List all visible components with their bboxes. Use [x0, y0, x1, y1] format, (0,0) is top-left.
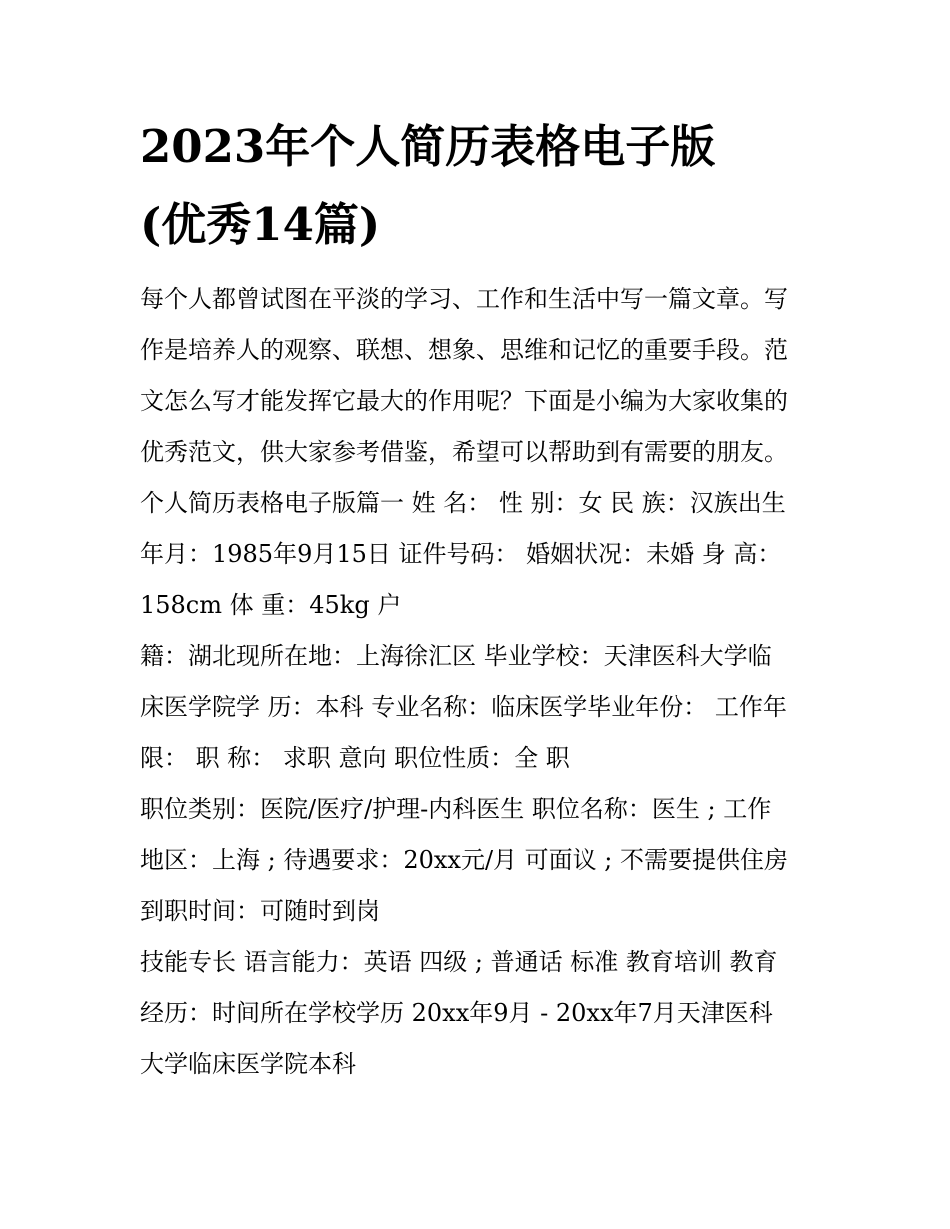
document-title	[140, 108, 812, 264]
body-line: 文怎么写才能发挥它最大的作用呢？下面是小编为大家收集的	[140, 387, 788, 415]
body-line: 籍：湖北现所在地：上海徐汇区 毕业学校：天津医科大学临	[140, 642, 772, 670]
title-line-2: (优秀14篇)	[140, 198, 381, 251]
body-line: 床医学院学 历：本科 专业名称：临床医学毕业年份： 工作年	[140, 693, 787, 721]
body-line: 地区：上海 ; 待遇要求：20xx元/月 可面议 ; 不需要提供住房	[140, 846, 789, 874]
body-line: 经历：时间所在学校学历 20xx年9月 - 20xx年7月天津医科	[140, 999, 773, 1027]
body-line: 每个人都曾试图在平淡的学习、工作和生活中写一篇文章。写	[140, 285, 788, 313]
document-body	[140, 274, 812, 1090]
body-line: 技能专长 语言能力：英语 四级 ; 普通话 标准 教育培训 教育	[140, 948, 778, 976]
document-page	[140, 108, 812, 1090]
body-line: 个人简历表格电子版篇一 姓 名： 性 别：女 民 族：汉族出生	[140, 489, 786, 517]
title-line-1: 2023年个人简历表格电子版	[140, 120, 716, 173]
body-line: 作是培养人的观察、联想、想象、思维和记忆的重要手段。范	[140, 336, 788, 364]
body-line: 年月：1985年9月15日 证件号码： 婚姻状况：未婚 身 高：	[140, 540, 782, 568]
body-line: 职位类别：医院/医疗/护理-内科医生 职位名称：医生 ; 工作	[140, 795, 772, 823]
body-line: 大学临床医学院本科	[140, 1050, 356, 1078]
body-line: 优秀范文，供大家参考借鉴，希望可以帮助到有需要的朋友。	[140, 438, 788, 466]
body-line: 限： 职 称： 求职 意向 职位性质：全 职	[140, 744, 570, 772]
body-line: 158cm 体 重：45kg 户	[140, 591, 402, 619]
body-line: 到职时间：可随时到岗	[140, 897, 380, 925]
